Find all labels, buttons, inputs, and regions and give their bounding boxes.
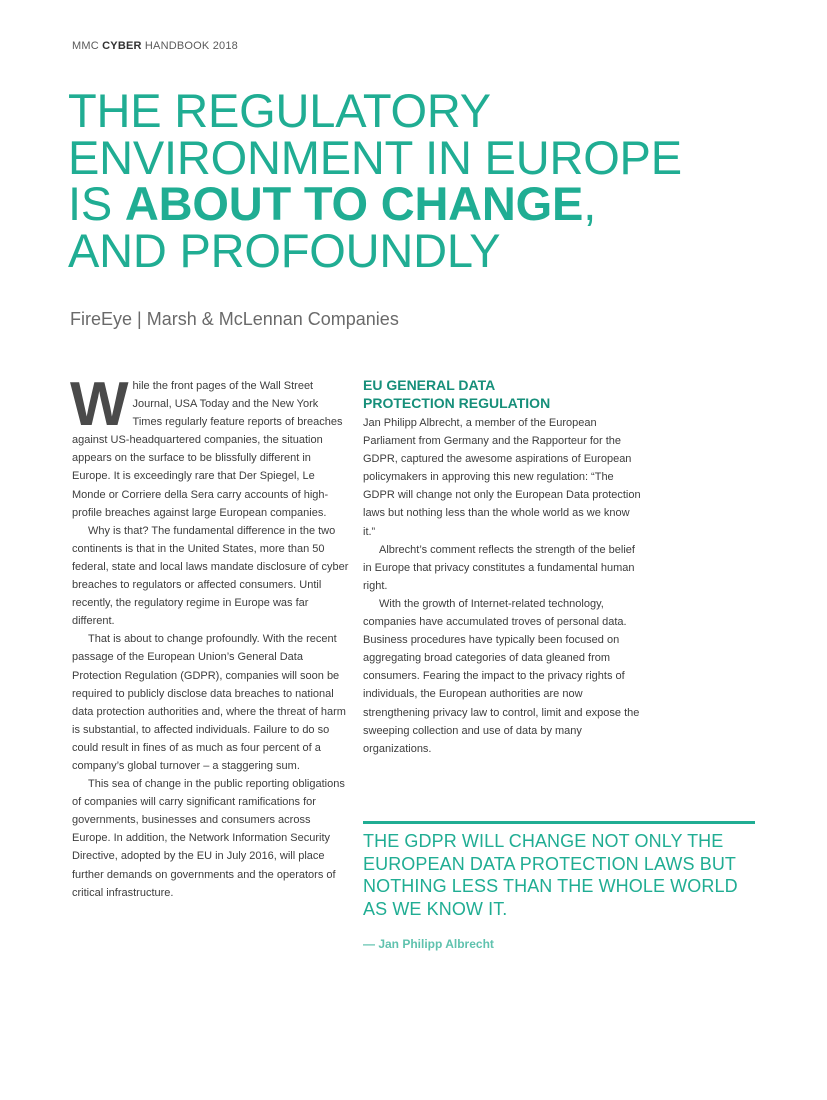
paragraph-1-text: hile the front pages of the Wall Street Journal, USA Today and the New York Times regularly feature reports of breaches against US-headquartered companies, the situation appears on the surface to be blissfully different in Europe. It is exceedingly rare that Der Spiegel, Le Monde or Corriere della Sera carry accounts of high-profile breaches against large European companies.: [72, 380, 343, 519]
right-column: [363, 376, 643, 758]
section-heading-line-2: PROTECTION REGULATION: [363, 395, 551, 411]
pullquote-rule: [363, 821, 755, 824]
left-column: [70, 370, 350, 902]
right-paragraph-1: Jan Philipp Albrecht, a member of the European Parliament from Germany and the Rapporteur for the GDPR, captured the awesome aspirations of European policymakers in approving this new regulation: “The GDPR will change not only the European Data protection laws but nothing less than the whole world as we know it.”: [363, 417, 641, 538]
running-head-prefix: MMC: [72, 40, 103, 52]
running-head: [72, 40, 238, 52]
byline: FireEye | Marsh & McLennan Companies: [70, 309, 399, 329]
title-line-3-suffix: ,: [583, 177, 597, 230]
pullquote: THE GDPR WILL CHANGE NOT ONLY THE EUROPEAN DATA PROTECTION LAWS BUT NOTHING LESS THAN THE WHOLE WORLD AS WE KNOW IT.: [363, 831, 738, 919]
page-title: [68, 84, 788, 277]
paragraph-4: This sea of change in the public reporting obligations of companies will carry significant ramifications for governments, businesses and consumers across Europe. In addition, the Network Information Security Directive, adopted by the EU in July 2016, will place further demands on governments and the operators of critical infrastructure.: [72, 778, 345, 899]
paragraph-1: [70, 370, 350, 522]
title-line-3: [68, 177, 788, 230]
title-line-1: THE REGULATORY: [68, 84, 491, 137]
running-head-suffix: HANDBOOK 2018: [141, 40, 238, 52]
title-line-2: ENVIRONMENT IN EUROPE: [68, 130, 682, 184]
paragraph-2: Why is that? The fundamental difference in the two continents is that in the United States, more than 50 federal, state and local laws mandate disclosure of cyber breaches to regulators or affected consumers. Until recently, the regulatory regime in Europe was far different.: [72, 524, 349, 628]
running-head-bold: CYBER: [102, 40, 142, 52]
right-paragraph-2: Albrecht’s comment reflects the strength of the belief in Europe that privacy constitutes a fundamental human right.: [363, 543, 635, 592]
title-line-3-prefix: IS: [68, 177, 125, 230]
title-line-4: AND PROFOUNDLY: [68, 223, 501, 277]
paragraph-3: That is about to change profoundly. With the recent passage of the European Union’s General Data Protection Regulation (GDPR), companies will soon be required to publicly disclose data breaches to national data protection authorities and, where the threat of harm is substantial, to affected individuals. Failure to do so could result in fines of as much as four percent of a company’s global turnover – a staggering sum.: [72, 633, 346, 772]
section-heading: [363, 376, 643, 412]
section-heading-line-1: EU GENERAL DATA: [363, 377, 496, 393]
right-paragraph-3: With the growth of Internet-related technology, companies have accumulated troves of personal data. Business procedures have typically been focused on aggregating broad categories of data gleaned from consumers. Fearing the impact to the privacy rights of individuals, the European authorities are now strengthening privacy law to control, limit and expose the sweeping collection and use of data by many organizations.: [363, 597, 640, 755]
drop-cap: W: [70, 370, 129, 439]
title-line-3-emphasis: ABOUT TO CHANGE: [124, 177, 584, 230]
pullquote-attribution: — Jan Philipp Albrecht: [363, 937, 494, 951]
